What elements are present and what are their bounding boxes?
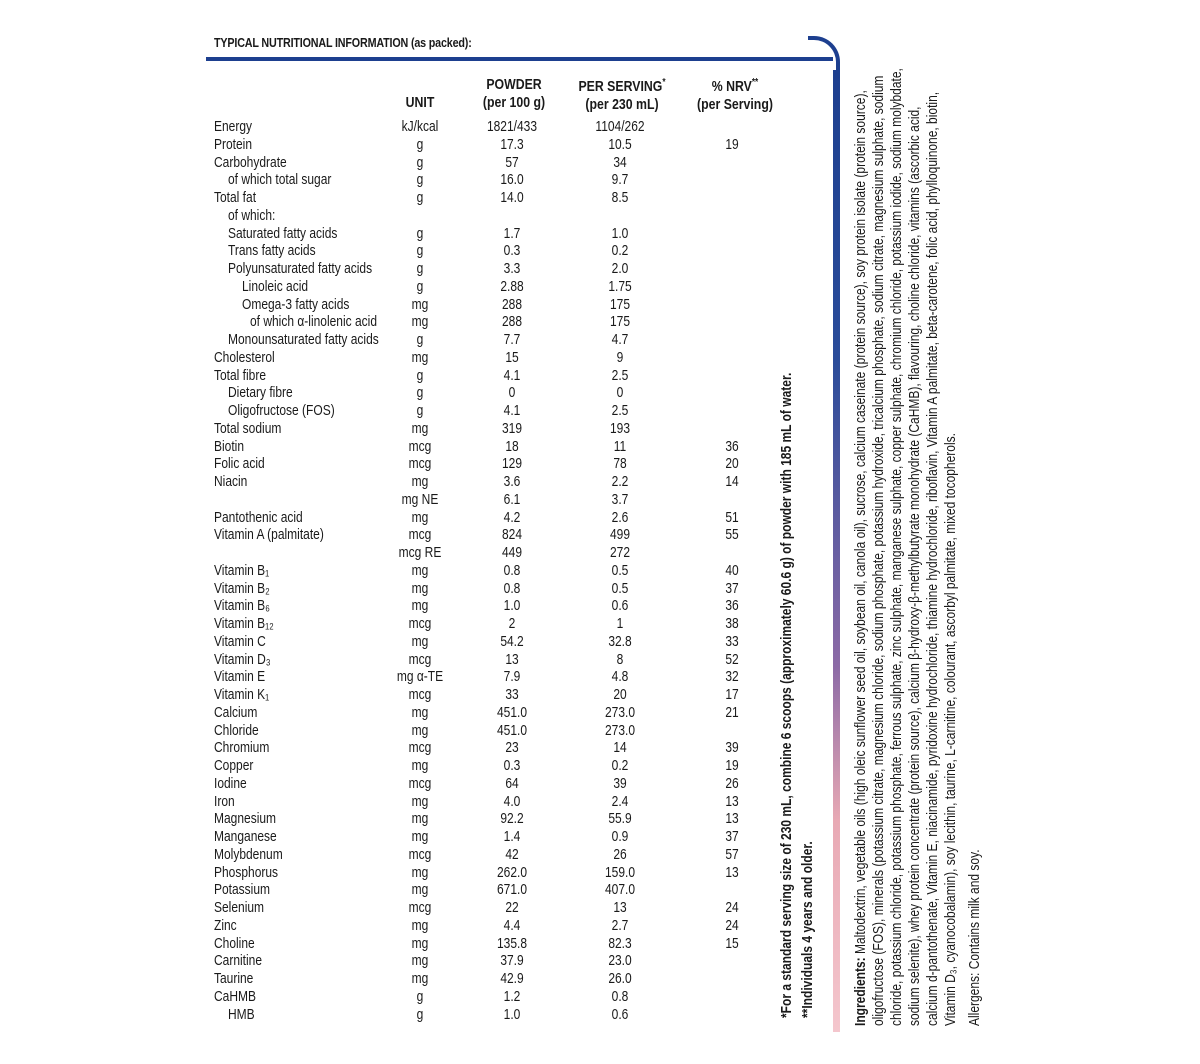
- serving-value: 1.0: [611, 224, 629, 242]
- serving-value: 273.0: [604, 703, 636, 721]
- nutrient-name: Vitamin C: [214, 632, 266, 650]
- serving-value: 499: [609, 526, 631, 544]
- serving-value: 272: [609, 544, 631, 561]
- table-row: [0, 171, 820, 188]
- serving-value: 4.8: [611, 668, 629, 686]
- unit-cell: mcg: [408, 437, 432, 455]
- unit-cell: mcg RE: [398, 544, 442, 561]
- ingredients-line-2: oligofructose (FOS), minerals (potassium citrate, magnesium chloride, sodium phosphate, potassium hydroxide, tricalcium phosphate, sodium citrate, magnesium sulphate, sodium: [870, 75, 887, 1026]
- table-row: [0, 668, 820, 685]
- table-row: [0, 722, 820, 739]
- unit-cell: g: [416, 366, 424, 384]
- nutrient-name: Linoleic acid: [242, 277, 309, 295]
- nrv-value: 24: [725, 916, 739, 934]
- powder-value: 4.1: [503, 366, 521, 384]
- nutrient-name: Energy: [214, 118, 253, 135]
- table-row: [0, 154, 820, 171]
- nrv-value: 26: [725, 774, 739, 792]
- powder-value: 288: [501, 313, 523, 331]
- powder-value: 2: [508, 615, 516, 632]
- powder-value: 262.0: [496, 863, 528, 881]
- unit-cell: mg: [411, 881, 429, 899]
- table-row: [0, 757, 820, 774]
- nutrient-name: Vitamin B₆: [214, 597, 270, 615]
- nutrient-name: Niacin: [214, 473, 248, 490]
- nrv-value: 13: [725, 863, 739, 881]
- footnote-serving: *For a standard serving size of 230 mL, combine 6 scoops (approximately 60.6 g) of powder with 185 mL of water.: [778, 372, 795, 1018]
- nrv-value: 19: [725, 757, 739, 774]
- powder-value: 7.7: [503, 331, 521, 348]
- ingredients-line-1: Ingredients: Maltodextrin, vegetable oils (high oleic sunflower seed oil, soybean oil, canola oil), sucrose, calcium caseinate (protein source), soy protein isolate (protein source),: [852, 90, 869, 1026]
- unit-cell: mg: [411, 295, 429, 313]
- unit-cell: mg: [411, 508, 429, 526]
- unit-cell: mg: [411, 597, 429, 615]
- nrv-value: 37: [725, 579, 739, 597]
- ingredients-line-4: sodium selenite), whey protein concentrate (protein source), calcium β-hydroxy-β-methylbutyrate monohydrate (CaHMB), flavouring, choline chloride, vitamins (ascorbic acid,: [906, 106, 923, 1027]
- serving-value: 0.6: [611, 1005, 629, 1023]
- powder-value: 3.6: [503, 473, 521, 490]
- unit-cell: mg: [411, 952, 429, 970]
- header-powder: POWDER (per 100 g): [482, 76, 546, 111]
- nutrient-name: Calcium: [214, 703, 258, 721]
- nutrient-name: Saturated fatty acids: [228, 224, 338, 242]
- powder-value: 451.0: [496, 703, 528, 721]
- header-per-serving: PER SERVING* (per 230 mL): [578, 77, 666, 113]
- nrv-value: 14: [725, 473, 739, 490]
- nutrient-name: Omega-3 fatty acids: [242, 295, 350, 313]
- powder-value: 4.4: [503, 916, 521, 934]
- powder-value: 0.8: [503, 561, 521, 579]
- powder-value: 2.88: [500, 277, 524, 295]
- powder-value: 42.9: [500, 970, 524, 987]
- serving-value: 175: [609, 313, 631, 331]
- table-row: [0, 491, 820, 508]
- powder-value: 0.8: [503, 579, 521, 597]
- table-row: [0, 846, 820, 863]
- serving-value: 78: [613, 455, 627, 473]
- powder-value: 14.0: [500, 189, 524, 206]
- serving-value: 9: [616, 348, 624, 366]
- unit-cell: kJ/kcal: [401, 118, 439, 135]
- nrv-value: 57: [725, 845, 739, 863]
- powder-value: 3.3: [503, 260, 521, 277]
- nutrient-name: Carbohydrate: [214, 153, 287, 171]
- unit-cell: mcg: [408, 845, 432, 863]
- unit-cell: mg: [411, 916, 429, 934]
- header-unit: UNIT: [405, 94, 435, 111]
- nutrient-name: Carnitine: [214, 952, 263, 970]
- nrv-value: 40: [725, 561, 739, 579]
- unit-cell: g: [416, 1005, 424, 1023]
- unit-cell: mcg: [408, 774, 432, 792]
- unit-cell: mg: [411, 348, 429, 366]
- table-row: [0, 509, 820, 526]
- serving-value: 193: [609, 419, 631, 437]
- header-nrv: % NRV** (per Serving): [697, 77, 773, 113]
- nutrient-name: of which α-linolenic acid: [250, 313, 377, 331]
- powder-value: 16.0: [500, 171, 524, 189]
- unit-cell: g: [416, 384, 424, 402]
- serving-value: 34: [613, 153, 627, 171]
- table-row: [0, 597, 820, 614]
- serving-value: 1: [616, 615, 624, 632]
- table-row: [0, 349, 820, 366]
- table-row: [0, 278, 820, 295]
- serving-value: 14: [613, 739, 627, 757]
- table-title: TYPICAL NUTRITIONAL INFORMATION (as packed):: [214, 36, 472, 50]
- serving-value: 0: [616, 384, 624, 402]
- nutrient-name: Manganese: [214, 828, 277, 845]
- unit-cell: mg: [411, 632, 429, 650]
- serving-value: 2.2: [611, 473, 629, 490]
- unit-cell: mcg: [408, 455, 432, 473]
- serving-value: 9.7: [611, 171, 629, 189]
- nrv-value: 19: [725, 135, 739, 153]
- table-row: [0, 207, 820, 224]
- unit-cell: mg: [411, 579, 429, 597]
- table-row: [0, 988, 820, 1005]
- nutrient-name: Phosphorus: [214, 863, 279, 881]
- table-row: [0, 313, 820, 330]
- nutrient-name: Protein: [214, 135, 253, 153]
- nrv-value: 55: [725, 526, 739, 544]
- table-row: [0, 580, 820, 597]
- unit-cell: mcg: [408, 739, 432, 757]
- unit-cell: mcg: [408, 650, 432, 668]
- unit-cell: mg: [411, 561, 429, 579]
- powder-value: 451.0: [496, 721, 528, 739]
- ingredients-line-3: chloride, potassium chloride, potassium phosphate, ferrous sulphate, zinc sulphate, manganese sulphate, copper sulphate, chromium chloride, potassium iodide, sodium molybdate,: [888, 68, 905, 1026]
- unit-cell: mg: [411, 703, 429, 721]
- nrv-value: 13: [725, 810, 739, 828]
- nutrient-name: Monounsaturated fatty acids: [228, 331, 379, 348]
- table-row: [0, 260, 820, 277]
- table-row: [0, 739, 820, 756]
- nutrient-name: HMB: [228, 1005, 255, 1023]
- serving-value: 2.0: [611, 260, 629, 277]
- serving-value: 4.7: [611, 331, 629, 348]
- powder-value: 18: [505, 437, 519, 455]
- nrv-value: 20: [725, 455, 739, 473]
- nutrient-name: Selenium: [214, 899, 265, 916]
- nutrient-name: Biotin: [214, 437, 245, 455]
- powder-value: 13: [505, 650, 519, 668]
- serving-value: 20: [613, 686, 627, 703]
- serving-value: 26: [613, 845, 627, 863]
- serving-value: 23.0: [608, 952, 632, 970]
- table-row: [0, 438, 820, 455]
- serving-value: 1104/262: [595, 118, 645, 135]
- nrv-value: 51: [725, 508, 739, 526]
- serving-value: 13: [613, 899, 627, 916]
- nutrient-name: Vitamin D₃: [214, 650, 271, 668]
- nutrient-name: Folic acid: [214, 455, 265, 473]
- nutrient-name: Taurine: [214, 970, 254, 987]
- unit-cell: g: [416, 189, 424, 206]
- nutrient-name: Dietary fibre: [228, 384, 293, 402]
- powder-value: 1.0: [503, 597, 521, 615]
- unit-cell: mcg: [408, 615, 432, 632]
- serving-value: 2.6: [611, 508, 629, 526]
- table-row: [0, 402, 820, 419]
- nutrient-name: Total fat: [214, 189, 257, 206]
- unit-cell: g: [416, 260, 424, 277]
- unit-cell: mcg: [408, 686, 432, 703]
- nutrient-name: of which total sugar: [228, 171, 332, 189]
- serving-value: 0.2: [611, 242, 629, 260]
- serving-value: 82.3: [608, 934, 632, 952]
- serving-value: 8.5: [611, 189, 629, 206]
- table-row: [0, 118, 820, 135]
- unit-cell: g: [416, 987, 424, 1005]
- powder-value: 0: [508, 384, 516, 402]
- unit-cell: mg: [411, 863, 429, 881]
- nutrient-name: Polyunsaturated fatty acids: [228, 260, 373, 277]
- table-row: [0, 615, 820, 632]
- nutrient-name: Iron: [214, 792, 235, 810]
- unit-cell: mg: [411, 970, 429, 987]
- nrv-value: 52: [725, 650, 739, 668]
- table-row: [0, 242, 820, 259]
- table-row: [0, 704, 820, 721]
- unit-cell: mg: [411, 313, 429, 331]
- powder-value: 4.0: [503, 792, 521, 810]
- nutrient-name: of which:: [228, 206, 276, 224]
- unit-cell: mg: [411, 828, 429, 845]
- nutrient-name: Oligofructose (FOS): [228, 402, 335, 419]
- serving-value: 0.8: [611, 987, 629, 1005]
- nrv-value: 39: [725, 739, 739, 757]
- table-row: [0, 136, 820, 153]
- nutrient-name: Vitamin K₁: [214, 686, 270, 703]
- footnote-nrv: **Individuals 4 years and older.: [799, 841, 816, 1018]
- unit-cell: mg: [411, 473, 429, 490]
- powder-value: 0.3: [503, 757, 521, 774]
- powder-value: 37.9: [500, 952, 524, 970]
- unit-cell: g: [416, 171, 424, 189]
- ingredients-line-6: Vitamin D₃, cyanocobalamin), soy lecithin, taurine, L-carnitine, colourant, ascorbyl palmitate, mixed tocopherols.: [942, 433, 959, 1026]
- table-row: [0, 899, 820, 916]
- unit-cell: g: [416, 135, 424, 153]
- nutrient-name: CaHMB: [214, 987, 257, 1005]
- table-row: [0, 225, 820, 242]
- nutrient-name: Cholesterol: [214, 348, 275, 366]
- powder-value: 33: [505, 686, 519, 703]
- ingredients-line-5: calcium d-pantothenate, Vitamin E, niacinamide, pyridoxine hydrochloride, thiamine hydrochloride, riboflavin, Vitamin A palmitate, beta-carotene, folic acid, phylloquinone, biotin,: [924, 91, 941, 1027]
- allergens-statement: Allergens: Contains milk and soy.: [966, 849, 983, 1026]
- powder-value: 23: [505, 739, 519, 757]
- nutrient-name: Total fibre: [214, 366, 267, 384]
- serving-value: 55.9: [608, 810, 632, 828]
- powder-value: 7.9: [503, 668, 521, 686]
- nrv-value: 37: [725, 828, 739, 845]
- powder-value: 824: [501, 526, 523, 544]
- table-row: [0, 810, 820, 827]
- serving-value: 2.5: [611, 366, 629, 384]
- powder-value: 54.2: [500, 632, 524, 650]
- powder-value: 22: [505, 899, 519, 916]
- serving-value: 407.0: [604, 881, 636, 899]
- nutrient-name: Total sodium: [214, 419, 282, 437]
- table-row: [0, 526, 820, 543]
- serving-value: 39: [613, 774, 627, 792]
- unit-cell: mcg: [408, 899, 432, 916]
- powder-value: 129: [501, 455, 523, 473]
- nutrient-name: Pantothenic acid: [214, 508, 303, 526]
- nrv-value: 36: [725, 437, 739, 455]
- powder-value: 1821/433: [486, 118, 538, 135]
- unit-cell: g: [416, 153, 424, 171]
- nrv-value: 17: [725, 686, 739, 703]
- nrv-value: 21: [725, 703, 739, 721]
- unit-cell: mg: [411, 757, 429, 774]
- powder-value: 42: [505, 845, 519, 863]
- powder-value: 0.3: [503, 242, 521, 260]
- nutrient-name: Vitamin B₁: [214, 561, 270, 579]
- side-gradient-bar: [833, 70, 840, 1032]
- nrv-value: 13: [725, 792, 739, 810]
- nutrient-name: Copper: [214, 757, 254, 774]
- serving-value: 2.5: [611, 402, 629, 419]
- unit-cell: g: [416, 242, 424, 260]
- serving-value: 0.6: [611, 597, 629, 615]
- table-row: [0, 331, 820, 348]
- nrv-value: 33: [725, 632, 739, 650]
- powder-value: 1.7: [503, 224, 521, 242]
- nutrient-name: Trans fatty acids: [228, 242, 316, 260]
- powder-value: 4.1: [503, 402, 521, 419]
- table-row: [0, 952, 820, 969]
- unit-cell: g: [416, 224, 424, 242]
- table-row: [0, 367, 820, 384]
- table-row: [0, 793, 820, 810]
- unit-cell: mg NE: [401, 490, 439, 508]
- nutrient-name: Magnesium: [214, 810, 277, 828]
- serving-value: 2.7: [611, 916, 629, 934]
- table-row: [0, 917, 820, 934]
- powder-value: 449: [501, 544, 523, 561]
- table-row: [0, 881, 820, 898]
- nutrient-name: Chloride: [214, 721, 259, 739]
- unit-cell: g: [416, 277, 424, 295]
- table-row: [0, 384, 820, 401]
- serving-value: 10.5: [608, 135, 632, 153]
- table-row: [0, 473, 820, 490]
- unit-cell: mg: [411, 934, 429, 952]
- table-row: [0, 633, 820, 650]
- serving-value: 1.75: [608, 277, 632, 295]
- serving-value: 32.8: [608, 632, 632, 650]
- nutrient-name: Zinc: [214, 916, 237, 934]
- serving-value: 11: [613, 437, 627, 455]
- nutrient-name: Vitamin B₁₂: [214, 615, 274, 632]
- nutrient-name: Iodine: [214, 774, 247, 792]
- serving-value: 0.9: [611, 828, 629, 845]
- powder-value: 319: [501, 419, 523, 437]
- powder-value: 15: [505, 348, 519, 366]
- table-row: [0, 775, 820, 792]
- unit-cell: mg α-TE: [396, 668, 444, 686]
- powder-value: 1.0: [503, 1005, 521, 1023]
- serving-value: 26.0: [608, 970, 632, 987]
- nrv-value: 15: [725, 934, 739, 952]
- table-row: [0, 296, 820, 313]
- serving-value: 0.5: [611, 579, 629, 597]
- serving-value: 0.2: [611, 757, 629, 774]
- unit-cell: mg: [411, 810, 429, 828]
- powder-value: 1.2: [503, 987, 521, 1005]
- unit-cell: g: [416, 331, 424, 348]
- powder-value: 57: [505, 153, 519, 171]
- table-row: [0, 1006, 820, 1023]
- unit-cell: mcg: [408, 526, 432, 544]
- table-row: [0, 686, 820, 703]
- serving-value: 175: [609, 295, 631, 313]
- table-row: [0, 455, 820, 472]
- serving-value: 0.5: [611, 561, 629, 579]
- nrv-value: 36: [725, 597, 739, 615]
- table-row: [0, 828, 820, 845]
- unit-cell: mg: [411, 419, 429, 437]
- table-row: [0, 651, 820, 668]
- table-row: [0, 562, 820, 579]
- table-row: [0, 864, 820, 881]
- powder-value: 17.3: [500, 135, 524, 153]
- powder-value: 288: [501, 295, 523, 313]
- nutrient-name: Potassium: [214, 881, 271, 899]
- unit-cell: g: [416, 402, 424, 419]
- serving-value: 3.7: [611, 490, 629, 508]
- powder-value: 1.4: [503, 828, 521, 845]
- powder-value: 6.1: [503, 490, 521, 508]
- unit-cell: mg: [411, 721, 429, 739]
- table-row: [0, 420, 820, 437]
- powder-value: 135.8: [496, 934, 528, 952]
- serving-value: 273.0: [604, 721, 636, 739]
- title-divider: [206, 57, 833, 61]
- table-row: [0, 935, 820, 952]
- nrv-value: 32: [725, 668, 739, 686]
- nutrient-name: Chromium: [214, 739, 270, 757]
- table-row: [0, 544, 820, 561]
- nrv-value: 38: [725, 615, 739, 632]
- powder-value: 64: [505, 774, 519, 792]
- table-row: [0, 970, 820, 987]
- powder-value: 92.2: [500, 810, 524, 828]
- serving-value: 2.4: [611, 792, 629, 810]
- unit-cell: mg: [411, 792, 429, 810]
- powder-value: 671.0: [496, 881, 528, 899]
- serving-value: 8: [616, 650, 624, 668]
- nutrient-name: Vitamin A (palmitate): [214, 526, 324, 544]
- nutrient-name: Choline: [214, 934, 255, 952]
- powder-value: 4.2: [503, 508, 521, 526]
- table-row: [0, 189, 820, 206]
- nutrient-name: Molybdenum: [214, 845, 283, 863]
- nutrient-name: Vitamin B₂: [214, 579, 270, 597]
- nrv-value: 24: [725, 899, 739, 916]
- nutrient-name: Vitamin E: [214, 668, 266, 686]
- serving-value: 159.0: [604, 863, 636, 881]
